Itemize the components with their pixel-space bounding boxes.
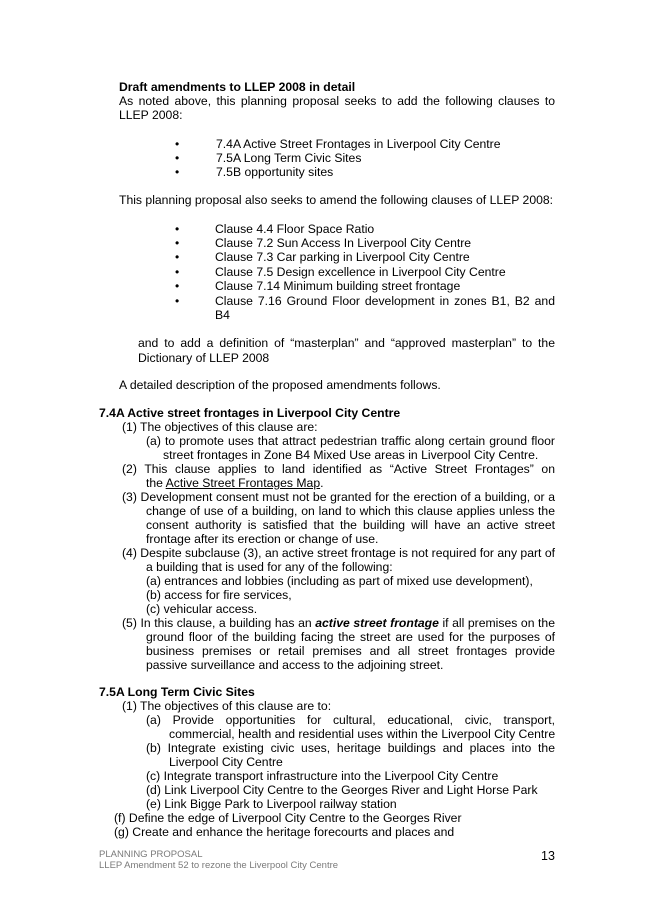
clause-line: change of use of a building, on land to which this clause applies unless the (146, 504, 555, 518)
clause-line: a building that is used for any of the following: (146, 560, 393, 574)
clause-text: . (320, 476, 324, 490)
clause-heading: 7.4A Active street frontages in Liverpool City Centre (99, 406, 401, 420)
clause-text: (5) In this clause, a building has an (122, 616, 316, 630)
clause-line: (f) Define the edge of Liverpool City Centre to the Georges River (114, 811, 462, 825)
defined-term: active street frontage (315, 616, 439, 630)
clause-line: frontage after its erection or change of use. (146, 532, 379, 546)
list-item-continuation: B4 (215, 308, 230, 322)
clause-line: (4) Despite subclause (3), an active street frontage is not required for any part of (122, 546, 555, 560)
clause-line: Liverpool City Centre (169, 755, 283, 769)
clause-line: (e) Link Bigge Park to Liverpool railway station (146, 797, 397, 811)
clause-line: (1) The objectives of this clause are: (122, 420, 318, 434)
clause-line: ground floor of the building facing the street are used for the purposes of (146, 630, 555, 644)
paragraph-line: Dictionary of LLEP 2008 (138, 351, 270, 365)
paragraph-line: This planning proposal also seeks to amend the following clauses of LLEP 2008: (119, 193, 554, 207)
clause-line: (c) Integrate transport infrastructure into the Liverpool City Centre (146, 769, 499, 783)
section-heading: Draft amendments to LLEP 2008 in detail (119, 80, 356, 94)
clause-line: (g) Create and enhance the heritage forecourts and places and (114, 825, 455, 839)
list-item: Clause 7.5 Design excellence in Liverpool City Centre (215, 265, 506, 279)
bullet-icon: • (175, 294, 180, 308)
paragraph-line: and to add a definition of “masterplan” and “approved masterplan” to the (138, 336, 555, 350)
clause-line: (a) entrances and lobbies (including as part of mixed use development), (146, 574, 533, 588)
bullet-icon: • (175, 222, 180, 236)
clause-line: (2) This clause applies to land identified as “Active Street Frontages” on (122, 462, 555, 476)
list-item: Clause 7.2 Sun Access In Liverpool City Centre (215, 236, 472, 250)
clause-line (146, 476, 324, 490)
paragraph-line: A detailed description of the proposed amendments follows. (119, 378, 441, 392)
clause-heading: 7.5A Long Term Civic Sites (99, 685, 255, 699)
clause-line: (d) Link Liverpool City Centre to the Georges River and Light Horse Park (146, 783, 538, 797)
list-item: 7.5B opportunity sites (216, 165, 334, 179)
bullet-icon: • (175, 137, 180, 151)
bullet-icon: • (175, 279, 180, 293)
list-item: Clause 7.3 Car parking in Liverpool City Centre (215, 250, 470, 264)
paragraph-line: LLEP 2008: (119, 108, 183, 122)
footer-subtitle: LLEP Amendment 52 to rezone the Liverpool City Centre (99, 860, 339, 871)
clause-line (122, 616, 555, 630)
bullet-icon: • (175, 151, 180, 165)
bullet-icon: • (175, 165, 180, 179)
page-number: 13 (541, 849, 555, 863)
clause-line: (b) access for fire services, (146, 588, 292, 602)
clause-text: if all premises on the (438, 616, 555, 630)
clause-line: (c) vehicular access. (146, 602, 258, 616)
clause-text: the (146, 476, 166, 490)
clause-line: passive surveillance and access to the adjoining street. (146, 658, 444, 672)
active-street-frontages-map-link[interactable]: Active Street Frontages Map (165, 476, 321, 490)
list-item: Clause 7.16 Ground Floor development in zones B1, B2 and (215, 294, 555, 308)
bullet-icon: • (175, 236, 180, 250)
clause-line: (a) to promote uses that attract pedestrian traffic along certain ground floor (146, 434, 555, 448)
clause-line: (b) Integrate existing civic uses, heritage buildings and places into the (146, 741, 555, 755)
list-item: 7.5A Long Term Civic Sites (216, 151, 362, 165)
paragraph-line: As noted above, this planning proposal seeks to add the following clauses to (119, 94, 555, 108)
footer-title: PLANNING PROPOSAL (99, 849, 203, 860)
bullet-icon: • (175, 250, 180, 264)
list-item: Clause 7.14 Minimum building street frontage (215, 279, 461, 293)
clause-line: commercial, health and residential uses within the Liverpool City Centre (169, 727, 556, 741)
list-item: Clause 4.4 Floor Space Ratio (215, 222, 375, 236)
clause-line: (a) Provide opportunities for cultural, educational, civic, transport, (146, 713, 555, 727)
clause-line: street frontages in Zone B4 Mixed Use areas in Liverpool City Centre. (163, 448, 539, 462)
bullet-icon: • (175, 265, 180, 279)
clause-line: (1) The objectives of this clause are to: (122, 699, 332, 713)
clause-line: (3) Development consent must not be granted for the erection of a building, or a (122, 490, 555, 504)
clause-line: business premises or retail premises and all street frontages provide (146, 644, 555, 658)
list-item: 7.4A Active Street Frontages in Liverpool City Centre (216, 137, 501, 151)
clause-line: consent authority is satisfied that the building will have an active street (146, 518, 555, 532)
